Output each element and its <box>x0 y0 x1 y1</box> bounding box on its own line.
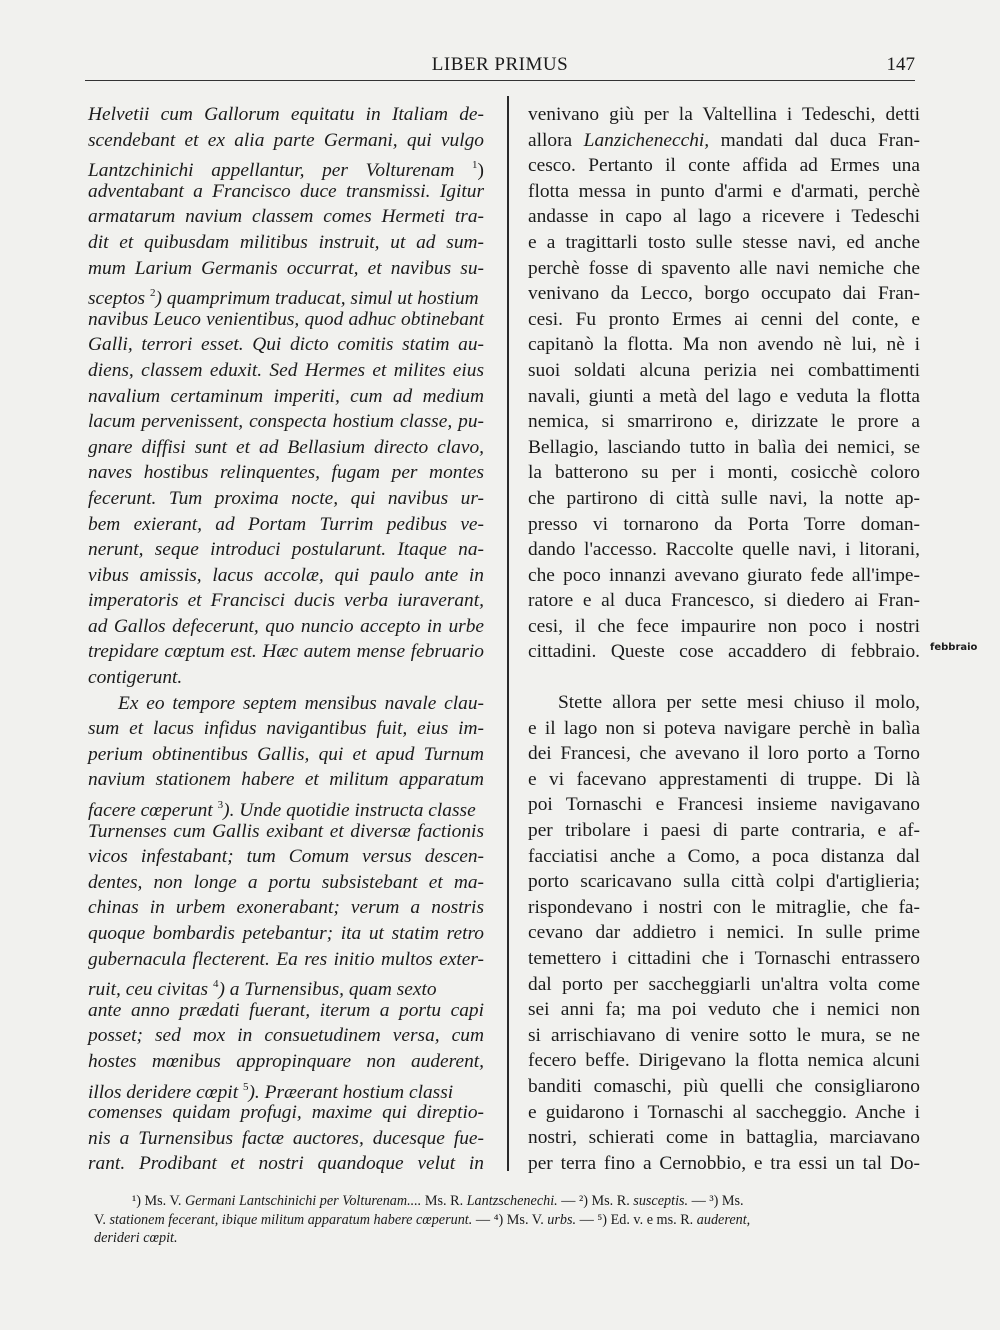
text-line: rant. Prodibant et nostri quandoque velut in <box>88 1153 484 1175</box>
text-line: e a tragittarli tosto sulle stesse navi, ed anche <box>528 231 920 253</box>
text-line: ratore e al duca Francesco, si diedero ai Fran- <box>528 590 920 612</box>
text-line: e vi facevano apprestamenti di truppe. Di là <box>528 768 920 790</box>
text-line: fecero beffe. Dirigevano la flotta nemica alcuni <box>528 1050 920 1072</box>
text-line: scendebant et ex alia parte Germani, qui vulgo <box>88 129 484 151</box>
text-line: venivano da Lecco, borgo occupato dai Fran- <box>528 283 920 305</box>
text-line: naves hostibus relinquentes, fugam per montes <box>88 462 484 484</box>
text-line: gubernacula flecterent. Ea res initio multos exter- <box>88 948 484 970</box>
text-line: rispondevano i nostri con le mitraglie, che fa- <box>528 896 920 918</box>
text-line: andasse in capo al lago a ricevere i Tedeschi <box>528 206 920 228</box>
text-line: dentes, non longe a portu subsistebant et ma- <box>88 871 484 893</box>
text-line: nostri, schierati come in battaglia, marciavano <box>528 1127 920 1149</box>
text-line: gnare diffisi sunt et ad Bellasium directo clavo, <box>88 436 484 458</box>
text-line: la batterono su per i monti, cosicchè coloro <box>528 462 920 484</box>
text-line: nis a Turnensibus factæ auctores, ducesque fue- <box>88 1127 484 1149</box>
text-line: perium obtinentibus Gallis, qui et apud Turnum <box>88 743 484 765</box>
text-line: hostes mœnibus appropinquare non auderent, <box>88 1050 484 1072</box>
text-line: cevano dar addietro i nemici. In sulle prime <box>528 922 920 944</box>
text-line: poi Tornaschi e Francesi insieme navigavano <box>528 794 920 816</box>
text-line: navali, giunti a metà del lago e veduta la flotta <box>528 385 920 407</box>
text-line: venivano giù per la Valtellina i Tedeschi, detti <box>528 104 920 125</box>
text-line: ruit, ceu civitas $^4$) a Turnensibus, quam sexto <box>88 978 437 1001</box>
text-line: mum Larium Germanis occurrat, et navibus su- <box>88 257 484 279</box>
text-line: contigerunt. <box>88 667 183 689</box>
text-line: navalium certaminum imperiti, cum ad medium <box>88 385 484 407</box>
text-line: facciatisi anche a Como, a poca distanza dal <box>528 845 920 867</box>
text-line: facere cœperunt $^3$). Unde quotidie instructa classe <box>88 799 476 822</box>
footnote-line: V. stationem fecerant, ibique militum apparatum habere cœperunt. — ⁴) Ms. V. urbs. — ⁵) Ed. v. e ms. R. auderent, <box>94 1211 751 1228</box>
text-line: imperatoris et Francisci ducis verba iuraverant, <box>88 590 484 612</box>
text-line: che partirono di città sulle navi, la notte ap- <box>528 487 920 509</box>
text-line: cesi, il che fece impaurire non poco i nostri <box>528 615 920 637</box>
footnote-line: derideri cœpit. <box>94 1230 178 1246</box>
text-line: ad Gallos defecerunt, quo nuncio accepto in urbe <box>88 615 484 637</box>
text-line: allora Lanzichenecchi, mandati dal duca Fran- <box>528 129 920 151</box>
text-line: fecerunt. Tum proxima nocte, qui navibus ur- <box>88 487 484 509</box>
text-line: porto scaricavano sulla città colpi d'artiglieria; <box>528 871 920 893</box>
running-title: LIBER PRIMUS <box>431 54 569 75</box>
text-line: vicos infestabant; tum Comum versus descen- <box>88 846 484 868</box>
text-line: flotta messa in punto d'armi e d'armati, perchè <box>528 180 920 202</box>
paragraph-gap <box>528 665 920 690</box>
text-line: si arrischiavano di venire sotto le mura, se ne <box>528 1024 920 1046</box>
text-line: bem exierant, ad Portam Turrim pedibus ve- <box>88 513 484 535</box>
footnote-mark: 1 <box>472 159 478 172</box>
text-line: vibus amissis, lacus accolæ, qui paulo ante in <box>88 564 484 586</box>
text-line: cittadini. Queste cose accaddero di febbraio. <box>528 641 920 663</box>
italian-column <box>528 102 920 1176</box>
text-line: dei Francesi, che avevano il loro porto a Torno <box>528 743 920 765</box>
text-line: sum et lacus infidus navigantibus fuit, eius im- <box>88 718 484 740</box>
text-line: comenses quidam profugi, maxime qui direptio- <box>88 1102 484 1124</box>
text-line: navium stationem habere et militum apparatum <box>88 769 484 791</box>
text-line: chinas in urbem exonerabant; verum a nostris <box>88 897 484 919</box>
text-line: Bellagio, lasciando tutto in balìa dei nemici, se <box>528 436 920 458</box>
footnotes <box>94 1192 923 1248</box>
text-line: dando l'accesso. Raccolte quelle navi, i litorani, <box>528 539 920 561</box>
footnote-line: ¹) Ms. V. Germani Lantschinichi per Volturenam.... Ms. R. Lantzschenechi. — ²) Ms. R. susceptis. — ³) Ms. <box>132 1193 744 1209</box>
footnote-mark: 3 <box>217 799 224 812</box>
text-line: sceptos $^2$) quamprimum traducat, simul ut hostium <box>88 287 479 310</box>
page-number: 147 <box>886 54 915 75</box>
text-line: Stette allora per sette mesi chiuso il molo, <box>558 692 920 714</box>
text-line: per terra fino a Cernobbio, e tra essi un tal Do- <box>528 1152 920 1174</box>
text-line: armatarum navium classem comes Hermeti tra- <box>88 206 484 228</box>
text-line: adventabant a Francisco duce transmissi. Igitur <box>88 180 484 202</box>
text-line: illos deridere cœpit $^5$). Præerant hostium classi <box>88 1080 454 1103</box>
text-line: lacum pervenissent, conspecta hostium classe, pu- <box>88 411 484 433</box>
text-line: Lantzchinichi appellantur, per Volturenam $^1$) <box>88 159 484 182</box>
page-header <box>85 52 915 81</box>
text-line: presso vi tornarono da Porta Torre doman- <box>528 513 920 535</box>
text-line: e il lago non si poteva navigare perchè in balìa <box>528 717 920 739</box>
margin-note: febbraio <box>930 642 978 653</box>
text-line: per tribolare i paesi di parte contraria, e af- <box>528 820 920 842</box>
text-line: e guidarono i Tornaschi al saccheggio. Anche i <box>528 1101 920 1123</box>
text-line: dal porto per saccheggiarli un'altra volta come <box>528 973 920 995</box>
text-line: capitanò la flotta. Ma non avendo nè lui, nè i <box>528 334 920 356</box>
text-line: Helvetii cum Gallorum equitatu in Italiam de- <box>88 104 484 125</box>
text-line: sei anni fa; ma poi veduto che i nemici non <box>528 999 920 1021</box>
text-line: banditi comaschi, più quelli che consigliarono <box>528 1075 920 1097</box>
text-line: che poco innanzi avevano giurato fede all'impe- <box>528 564 920 586</box>
text-line: posset; sed mox in consuetudinem versa, cum <box>88 1025 484 1047</box>
text-line: Ex eo tempore septem mensibus navale clau- <box>118 692 484 714</box>
text-line: quoque bombardis petebantur; ita ut statim retro <box>88 923 484 944</box>
text-line: trepidare cœptum est. Hæc autem mense februario <box>88 641 484 663</box>
text-line: diens, classem eduxit. Sed Hermes et milites eius <box>88 359 484 381</box>
text-line: nemica, si smarrirono e, dirizzate le prore a <box>528 411 920 433</box>
text-line: perchè fosse di spavento alle navi nemiche che <box>528 257 920 279</box>
text-line: Galli, terrori esset. Qui dicto comitis statim au- <box>88 334 484 356</box>
text-line: suoi soldati alcuna perizia nei combattimenti <box>528 359 920 381</box>
text-line: cesi. Fu pronto Ermes ai cenni del conte, e <box>528 308 920 330</box>
latin-column <box>88 102 484 1177</box>
text-line: nerunt, seque introduci postularunt. Itaque na- <box>88 539 484 561</box>
footnote-mark: 4 <box>212 978 219 991</box>
text-line: temettero i cittadini che i Tornaschi entrassero <box>528 948 920 969</box>
text-line: navibus Leuco venientibus, quod adhuc obtinebant <box>88 308 484 330</box>
text-line: cesco. Pertanto il conte affida ad Ermes una <box>528 155 920 177</box>
text-line: ante anno prædati fuerant, iterum a portu capi <box>88 999 484 1021</box>
footnote-mark: 5 <box>242 1080 249 1093</box>
text-line: Turnenses cum Gallis exibant et diversæ factionis <box>88 820 484 842</box>
text-line: dit et quibusdam militibus instruit, ut ad sum- <box>88 231 484 253</box>
column-divider <box>507 96 509 1171</box>
footnote-mark: 2 <box>149 287 156 300</box>
